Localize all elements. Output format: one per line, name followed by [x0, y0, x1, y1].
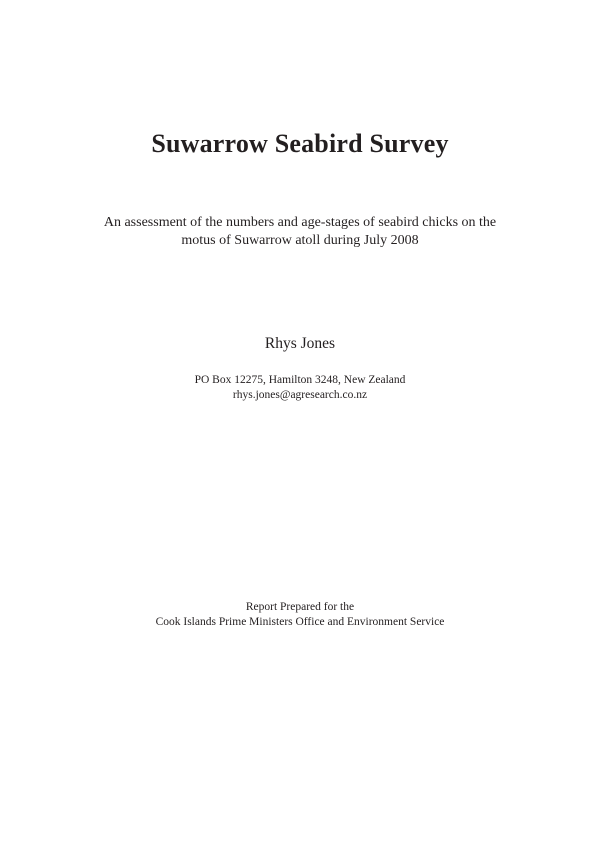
- document-subtitle: [0, 214, 600, 250]
- postal-address: PO Box 12275, Hamilton 3248, New Zealand: [194, 374, 406, 386]
- prepared-for-label: Report Prepared for the: [245, 601, 355, 613]
- email-address: rhys.jones@agresearch.co.nz: [232, 388, 368, 401]
- prepared-for-organisation: Cook Islands Prime Ministers Office and Environment Service: [155, 616, 445, 628]
- author-name: Rhys Jones: [264, 335, 336, 352]
- subtitle-line: An assessment of the numbers and age-stages of seabird chicks on the: [103, 215, 497, 230]
- prepared-for: [0, 600, 600, 630]
- document-title: Suwarrow Seabird Survey: [151, 129, 449, 158]
- author-contact: [0, 373, 600, 402]
- subtitle-line: motus of Suwarrow atoll during July 2008: [181, 233, 419, 248]
